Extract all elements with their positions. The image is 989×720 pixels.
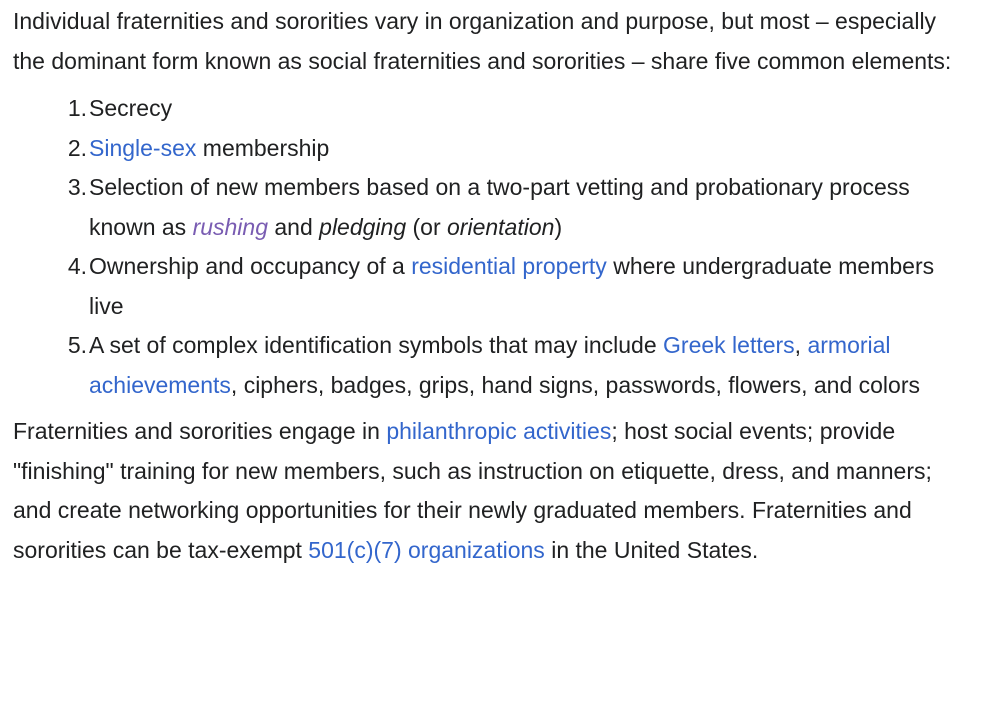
- common-elements-list: [13, 89, 973, 405]
- list-item-text: and: [268, 213, 320, 240]
- greek-letters-link[interactable]: Greek letters: [663, 332, 795, 358]
- list-item: [67, 247, 973, 326]
- list-item: [67, 129, 973, 169]
- paragraph-text: ; host social events; provide "finishing" training for new members, such as instruction on etiquette, dress, and manners; and create networking opportunities for their newly graduated members. Fraternities and sororities can be tax-exempt: [13, 418, 932, 563]
- list-number: 4.: [67, 253, 87, 279]
- activities-paragraph: [13, 412, 973, 570]
- rushing-link[interactable]: [193, 214, 268, 240]
- 501c7-organizations-link[interactable]: 501(c)(7) organizations: [308, 536, 545, 563]
- list-item-text: Secrecy: [89, 95, 173, 121]
- list-item: [67, 168, 973, 247]
- intro-paragraph: Individual fraternities and sororities vary in organization and purpose, but most – especially the dominant form known as social fraternities and sororities – share five common elements:: [13, 8, 952, 74]
- list-item: [67, 326, 973, 405]
- armorial-achievements-link[interactable]: armorial achievements: [89, 332, 891, 398]
- list-item-text: ): [554, 213, 563, 240]
- list-number: 5.: [67, 332, 87, 358]
- orientation-term: orientation: [447, 213, 555, 240]
- single-sex-link[interactable]: Single-sex: [89, 134, 197, 161]
- list-item-text: where undergraduate members live: [89, 253, 935, 319]
- list-number: 1.: [67, 95, 87, 121]
- list-item-text: (or: [406, 213, 448, 240]
- list-item: [67, 89, 973, 129]
- list-item-text: A set of complex identification symbols that may include: [89, 332, 664, 358]
- list-item-text: Ownership and occupancy of a: [89, 253, 412, 279]
- rushing-link-text: rushing: [192, 213, 268, 240]
- philanthropic-activities-link[interactable]: philanthropic activities: [386, 418, 612, 444]
- paragraph-text: in the United States.: [544, 536, 759, 563]
- list-item-text: ,: [794, 332, 808, 358]
- list-number: 3.: [67, 174, 87, 200]
- article-content: [13, 2, 973, 570]
- residential-property-link[interactable]: residential property: [411, 253, 607, 279]
- list-item-text: , ciphers, badges, grips, hand signs, passwords, flowers, and colors: [230, 371, 920, 398]
- list-item-text: membership: [196, 134, 330, 161]
- paragraph-text: Fraternities and sororities engage in: [13, 418, 387, 444]
- pledging-term: pledging: [319, 213, 407, 240]
- list-number: 2.: [67, 134, 87, 161]
- list-item-text: Selection of new members based on a two-part vetting and probationary process known as: [89, 174, 910, 240]
